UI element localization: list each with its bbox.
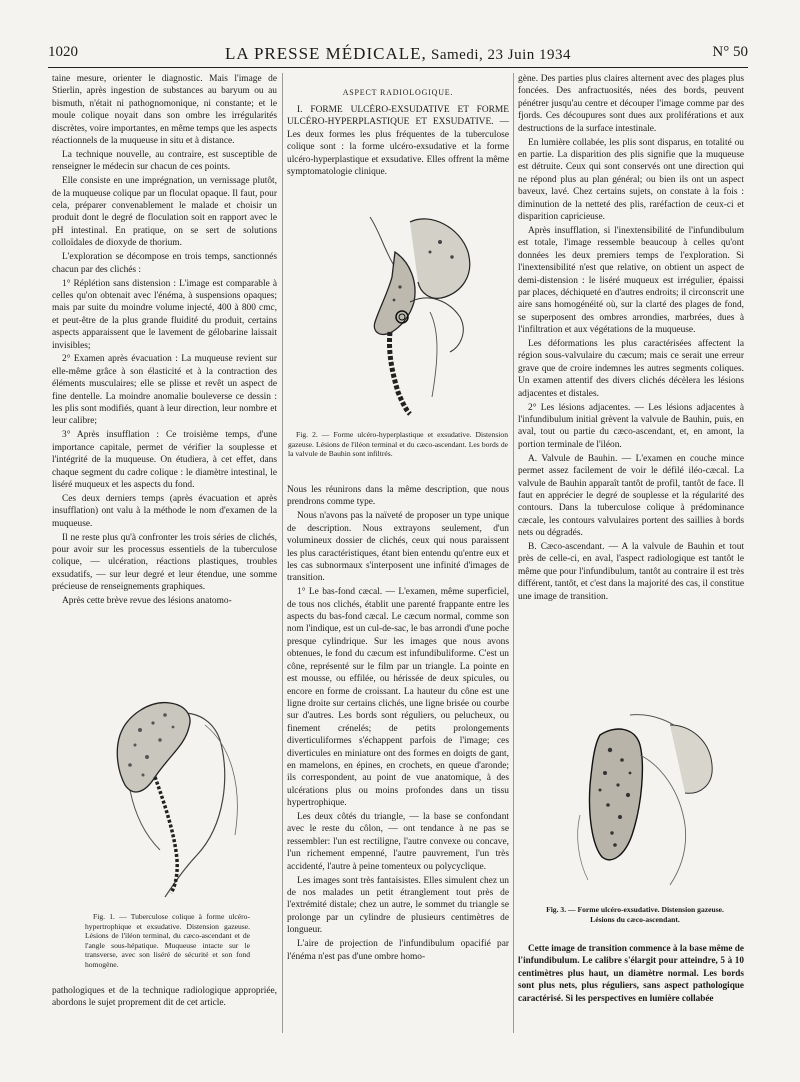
column-divider-left [282, 73, 283, 1033]
paragraph: La technique nouvelle, au contraire, est susceptible de renseigner le médecin sur chacun de ces points. [52, 149, 277, 173]
paragraph: En lumière collabée, les plis sont disparus, en totalité ou en partie. La disparition des plis signifie que la muqueuse est détruite. Ceux qui sont conservés ont une direction qui ne répond plus au plan général; ou bien ils ont un aspect baveux, lavé. Chez certains sujets, on constate à la fois : diminution de la netteté des plis, raréfaction de ceux-ci et disparition capricieuse. [518, 137, 744, 222]
section-heading: ASPECT RADIOLOGIQUE. [342, 88, 454, 97]
column-divider-right [513, 73, 514, 1033]
paragraph: L'exploration se décompose en trois temps, sanctionnés chacun par des clichés : [52, 252, 277, 275]
paragraph: 3° Après insufflation : Ce troisième temps, d'une importance capitale, permet de vérifier la souplesse et l'intégrité de la muqueuse. On étudiera, à cet effet, dans chaque segment du cadre colique : le diamètre intestinal, le liséré muqueux et les aspects du fond. [52, 430, 277, 490]
paragraph: gène. Des parties plus claires alternent avec des plages plus foncées. Des anfractuosités, nées des bords, peuvent pénétrer jusqu'au centre et découper l'image comme par des fjords. Ces découpures sont dues aux proliférations et aux destructions de la surface intestinale. [518, 74, 744, 134]
journal-title-line [48, 44, 748, 64]
paragraph: I. FORME ULCÉRO-EXSUDATIVE ET FORME ULCÉRO-HYPERPLASTIQUE ET EXSUDATIVE. — Les deux formes les plus fréquentes de la tuberculose colique sont : la forme ulcéro-exsudative et la forme ulcéro-hyperplastique et exsudative. Elles offrent la même symptomatologie clinique. [287, 105, 509, 178]
paragraph: Il ne reste plus qu'à confronter les trois séries de clichés, pour avoir sur les processus essentiels de la tuberculose colique, — ulcération, réactions plastiques, troubles exsudatifs, — sur leur degré et leur étendue, une somme précieuse de renseignements graphiques. [52, 532, 277, 593]
page-header [48, 44, 748, 66]
column-1-text [52, 73, 277, 681]
figure-1-drawing [85, 685, 250, 900]
figure-2-radiograph [310, 192, 490, 417]
paragraph: 1° Réplétion sans distension : L'image est comparable à celles qu'on obtenait avec l'énéma, à suspensions opaques; mais par suite du moindre volume injecté, 400 à 800 cmc, et peut-être de la plus grande fluidité du produit, certains aspects apparaissent que le lavement de gélobarine laissait invisibles; [52, 278, 277, 351]
column-1-continuation [52, 985, 277, 1025]
paragraph: Les images sont très fantaisistes. Elles simulent chez un de nos malades un petit étranglement tout près de l'extrémité distale; chez un autre, le sommet du triangle se prolonge par un cylindre de plusieurs centimètres de longueur. [287, 875, 509, 936]
paragraph: taine mesure, orienter le diagnostic. Mais l'image de Stierlin, après ingestion de substances au baryum ou au bismuth, n'était ni pathognomonique, ni constante; et le moule colique noyait dans son ombre les irrégularités discrètes, voire importantes, en même temps que les aspects réactionnels de la muqueuse in situ et à distance. [52, 74, 277, 147]
paragraph: L'aire de projection de l'infundibulum opacifié par l'énéma n'est pas d'une ombre homo- [287, 939, 509, 962]
header-rule [48, 67, 748, 68]
caption-text: Fig. 2. — Forme ulcéro-hyperplastique et exsudative. Distension gazeuse. Lésions de l'iléon terminal et du cæco-ascendant. Les bords de la valvule de Bauhin sont infiltrés. [288, 430, 508, 459]
paragraph: Nous les réunirons dans la même description, que nous prendrons comme type. [287, 485, 509, 508]
paragraph: Nous n'avons pas la naïveté de proposer un type unique de description. Nous extrayons seulement, d'un volumineux dossier de clichés, ceux qui nous paraissent les plus caractéristiques, étant bien entendu qu'entre eux et les cas subnormaux s'interposent une infinité d'images de transition. [287, 511, 509, 584]
figure-3-caption [540, 905, 730, 933]
paragraph: B. Cæco-ascendant. — A la valvule de Bauhin et tout près de celle-ci, en aval, l'aspect radiologique est tantôt le même que pour l'infundibulum, tantôt au contraire il est très différent, tantôt, et c'est dans la majorité des cas, il constitue une image de transition. [518, 542, 744, 602]
column-3-continuation [518, 942, 744, 1032]
page-number: 1020 [48, 44, 78, 60]
paragraph: Les déformations les plus caractérisées affectent la région sous-valvulaire du cæcum; mais ce serait une erreur grave que de croire indemnes les autres segments coliques. Un examen attentif des divers clichés décèlera les lésions adjacentes et distales. [518, 339, 744, 399]
column-3-text [518, 73, 744, 685]
figure-3-drawing [560, 695, 720, 895]
journal-name: LA PRESSE MÉDICALE, [224, 44, 427, 63]
paragraph: 2° Les lésions adjacentes. — Les lésions adjacentes à l'infundibulum initial grèvent la valvule de Bauhin, puis, en aval, tout ou partie du cæco-ascendant, et, en amont, la portion terminale de l'iléon. [518, 402, 744, 450]
paragraph: A. Valvule de Bauhin. — L'examen en couche mince permet assez facilement de voir le défilé iléo-cæcal. La valvule de Bauhin apparaît tantôt de profil, tantôt de face. Il faut en apprécier le degré de souplesse et la régularité des contours. Dans la tuberculose colique à prédominance cæcale, les contours valvulaires portent des saillies à bords nets ou dégradés. [518, 453, 744, 539]
paragraph: Ces deux derniers temps (après évacuation et après insufflation) ont valu à la méthode le nom d'examen de la muqueuse. [52, 493, 277, 529]
column-2-text [287, 484, 509, 1029]
figure-3-radiograph [560, 695, 720, 895]
paragraph: pathologiques et de la technique radiologique appropriée, abordons le sujet proprement dit de cet article. [52, 986, 277, 1009]
issue-number: N° 50 [712, 44, 748, 60]
paragraph: Après insufflation, si l'inextensibilité de l'infundibulum est totale, l'image ressemble beaucoup à celles qu'ont données les deux premiers temps de l'exploration. Si l'inextensibilité n'est que relative, on obtient un aspect de demi-distension : le liséré muqueux est irrégulier, épaissi par places, déchiqueté en d'autres endroits; il circonscrit une aire sans homogénéité où, sur la clarté des plages de fond, se superposent des ombres arrondies, marbrées, dues à l'infiltration et aux végétations de la muqueuse. [518, 225, 744, 336]
paragraph: Cette image de transition commence à la base même de l'infundibulum. Le calibre s'élargit pour atteindre, 5 à 10 centimètres plus haut, un diamètre normal. Les bords sont plus nets, plus réguliers, sans aspect pathologique caractérisé. Si les perspectives en lumière collabée [518, 943, 744, 1003]
figure-2-caption [288, 430, 508, 474]
paragraph: 2° Examen après évacuation : La muqueuse revient sur elle-même grâce à son élasticité et à la contraction des éléments musculaires; elle se plisse et revêt un aspect de fine dentelle. La moindre anomalie bouleverse ce dessin : les plis sont modifiés, quant à leur direction, leur nombre et leur calibre; [52, 354, 277, 427]
issue-date: Samedi, 23 Juin 1934 [431, 47, 572, 63]
caption-text: Fig. 1. — Tuberculose colique à forme ulcéro-hypertrophique et exsudative. Distension gazeuse. Lésions de l'iléon terminal, du cæco-ascendant et de l'angle sous-hépatique. Muqueuse intacte sur le transverse, avec son liséré de sécurité et son fond homogène. [85, 912, 250, 969]
figure-1-caption [85, 912, 250, 976]
paragraph: Elle consiste en une imprégnation, un vernissage plutôt, de la muqueuse colique par un floculat opaque. Il faut, pour cela, préparer convenablement le malade et choisir un produit dont le degré de floculation soit en rapport avec le pH intestinal. En pratique, on se sert de solutions colloïdales de dioxyde de thorium. [52, 176, 277, 249]
column-2-intro [287, 104, 509, 188]
figure-1-radiograph [85, 685, 250, 900]
caption-text: Fig. 3. — Forme ulcéro-exsudative. Distension gazeuse. Lésions du cæco-ascendant. [546, 905, 724, 924]
paragraph: Les deux côtés du triangle, — la base se confondant avec le reste du côlon, — ont tendance à ne pas se ressembler: l'un est rectiligne, l'autre convexe ou concave, l'un richement empenné, l'autre pauvrement, l'un très accidenté, l'autre à peine tomenteux ou polycyclique. [287, 812, 509, 872]
figure-2-drawing [310, 192, 490, 417]
paragraph: Après cette brève revue des lésions anatomo- [62, 596, 232, 607]
paragraph: 1° Le bas-fond cæcal. — L'examen, même superficiel, de tous nos clichés, établit une parenté frappante entre les aspects du bas-fond cæcal. Le cæcum normal, comme son nom l'indique, est un cul-de-sac, le bas arrondi d'une poche presque cylindrique. Sur les images que nous avons obtenues, le fond du cæcum est infundibuliforme. C'est un cône, représenté sur le film par un triangle. La pointe en est mousse, ou effilée, ou hérissée de deux spicules, ou encore en forme de croissant. La hauteur du cône est une ligne droite sur certains clichés, une ligne brisée ou courbe sur d'autres. Les bords sont réguliers, ou pelucheux, ou finement crénelés; de petits prolongements diverticuliformes s'échappent parfois de l'image; ces diverticules en miniature ont des formes en doigts de gant, en mamelons, en épines, en crochets, en queue d'aronde; ils correspondent, au point de vue anatomique, à des ulcérations plus ou moins profondes dans un tissu hypertrophique. [287, 587, 509, 809]
